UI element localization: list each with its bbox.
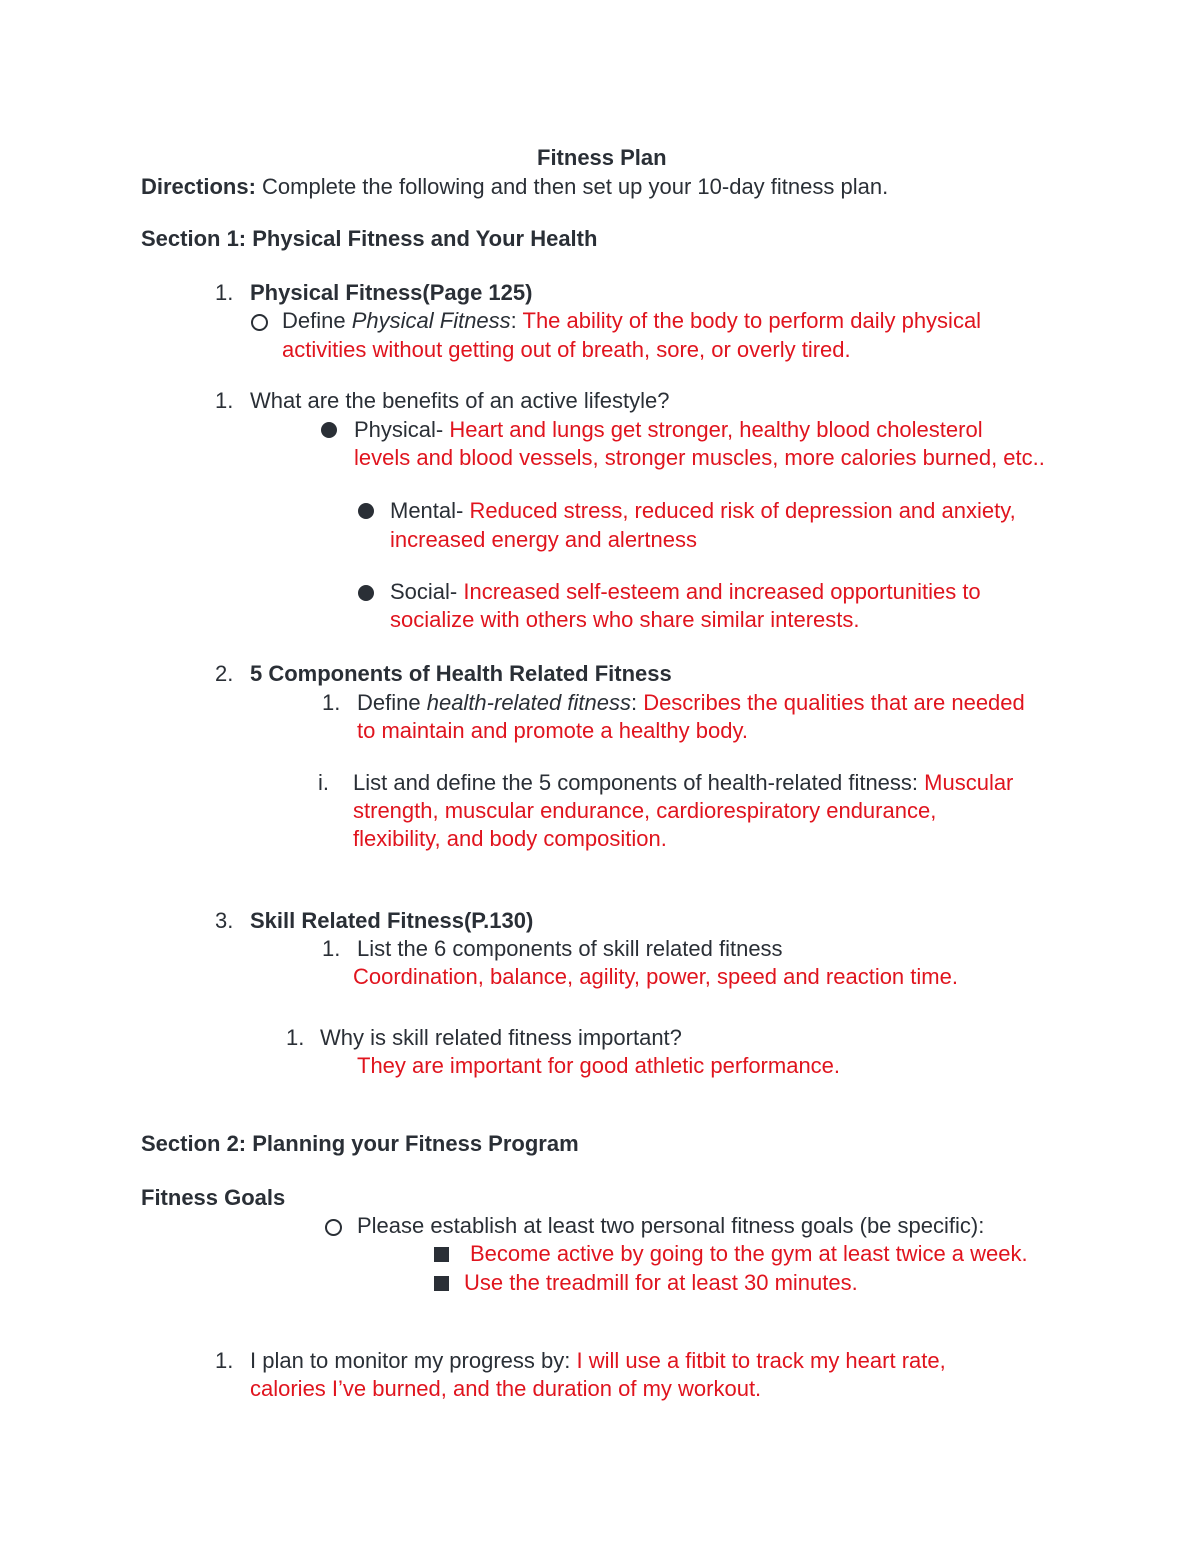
section1-heading: Section 1: Physical Fitness and Your Health	[141, 226, 598, 251]
physical-fitness-title: Physical Fitness(Page 125)	[250, 280, 533, 305]
define-physical-fitness: Define Physical Fitness: The ability of the body to perform daily physical	[282, 308, 982, 333]
answer-text: strength, muscular endurance, cardiorespiratory endurance,	[353, 798, 937, 823]
physical-benefits: Physical- Heart and lungs get stronger, healthy blood cholesterol	[354, 417, 983, 442]
skill-fitness-title: Skill Related Fitness(P.130)	[250, 908, 534, 933]
answer-text: They are important for good athletic performance.	[357, 1053, 841, 1078]
list-number: 3.	[215, 908, 234, 933]
answer-text: flexibility, and body composition.	[353, 826, 667, 851]
answer-text: to maintain and promote a healthy body.	[357, 718, 748, 743]
skill-components-question: List the 6 components of skill related fitness	[357, 936, 783, 961]
answer-text: calories I’ve burned, and the duration of my workout.	[250, 1376, 762, 1401]
mental-benefits: Mental- Reduced stress, reduced risk of depression and anxiety,	[390, 498, 1016, 523]
list-number: 1.	[322, 936, 341, 961]
benefits-question: What are the benefits of an active lifestyle?	[250, 388, 670, 413]
monitor-progress: I plan to monitor my progress by: I will use a fitbit to track my heart rate,	[250, 1348, 946, 1373]
skill-importance-question: Why is skill related fitness important?	[320, 1025, 682, 1050]
section2-heading: Section 2: Planning your Fitness Program	[141, 1131, 579, 1156]
filled-circle-bullet-icon	[321, 422, 337, 438]
answer-text: socialize with others who share similar interests.	[390, 607, 860, 632]
square-bullet-icon	[434, 1247, 449, 1262]
list-number: 1.	[322, 690, 341, 715]
define-health-related-fitness: Define health-related fitness: Describes the qualities that are needed	[357, 690, 1025, 715]
list-number: 1.	[215, 1348, 234, 1373]
document-title: Fitness Plan	[537, 145, 667, 170]
list-number: 1.	[215, 388, 234, 413]
answer-text: levels and blood vessels, stronger muscles, more calories burned, etc..	[354, 445, 1045, 470]
directions	[141, 172, 888, 201]
answer-text: The ability of the body to perform daily physical	[522, 308, 982, 333]
answer-text: activities without getting out of breath, sore, or overly tired.	[282, 337, 851, 362]
answer-text: increased energy and alertness	[390, 527, 697, 552]
list-five-components: List and define the 5 components of health-related fitness: Muscular	[353, 770, 1014, 795]
list-number: 1.	[215, 280, 234, 305]
directions-text: Complete the following and then set up your 10-day fitness plan.	[255, 174, 889, 199]
fitness-goals-heading: Fitness Goals	[141, 1185, 286, 1210]
social-benefits: Social- Increased self-esteem and increased opportunities to	[390, 579, 981, 604]
goal-item: Use the treadmill for at least 30 minutes.	[464, 1270, 858, 1295]
health-fitness-title: 5 Components of Health Related Fitness	[250, 661, 672, 686]
answer-text: Coordination, balance, agility, power, speed and reaction time.	[353, 964, 958, 989]
goals-prompt: Please establish at least two personal fitness goals (be specific):	[357, 1213, 985, 1238]
open-circle-bullet-icon	[251, 314, 268, 331]
list-number: 2.	[215, 661, 234, 686]
open-circle-bullet-icon	[325, 1219, 342, 1236]
filled-circle-bullet-icon	[358, 585, 374, 601]
directions-label: Directions:	[141, 174, 256, 199]
filled-circle-bullet-icon	[358, 503, 374, 519]
goal-item: Become active by going to the gym at least twice a week.	[470, 1241, 1028, 1266]
list-number: 1.	[286, 1025, 305, 1050]
square-bullet-icon	[434, 1276, 449, 1291]
list-number: i.	[318, 770, 329, 795]
